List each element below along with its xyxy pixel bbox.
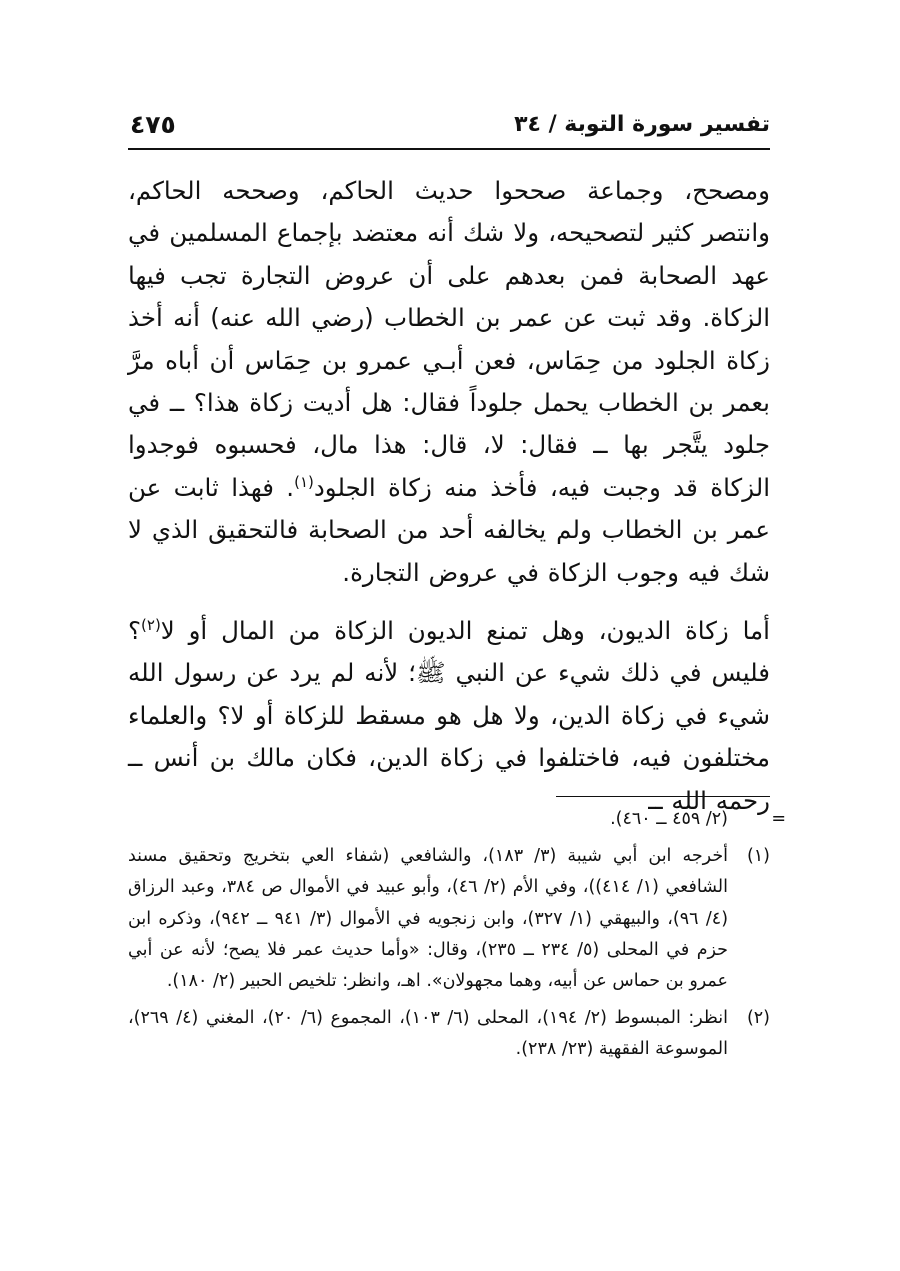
paragraph-text: أما زكاة الديون، وهل تمنع الديون الزكاة من المال أو لا <box>160 616 770 646</box>
book-page <box>128 108 786 1188</box>
paragraph-text: . فهذا ثابت عن عمر بن الخطاب ولم يخالفه أحد من الصحابة فالتحقيق الذي لا شك فيه وجوب الزكاة في عروض التجارة. <box>128 472 770 587</box>
footnote-1 <box>128 841 770 997</box>
footnote-text: (٢/ ٤٥٩ ــ ٤٦٠). <box>610 809 728 829</box>
footnote-number: (٢) <box>746 1008 770 1029</box>
footnote-reference: (١) <box>294 472 314 491</box>
paragraph-text: ومصحح، وجماعة صححوا حديث الحاكم، وصححه الحاكم، وانتصر كثير لتصحيحه، ولا شك أنه معتضد بإجماع المسلمين في عهد الصحابة فمن بعدهم على أن عروض التجارة تجب فيها الزكاة. وقد ثبت عن عمر بن الخطاب (رضي الله عنه) أنه أخذ زكاة الجلود من حِمَاس، فعن أبـي عمرو بن حِمَاس أن أباه مرَّ بعمر بن الخطاب يحمل جلوداً فقال: هل أديت زكاة هذا؟ ــ في جلود يتَّجر بها ــ فقال: لا، قال: هذا مال، فحسبوه فوجدوا الزكاة قد وجبت فيه، فأخذ منه زكاة الجلود <box>128 176 770 502</box>
footnote-text: انظر: المبسوط (٢/ ١٩٤)، المحلى (٦/ ١٠٣)، المجموع (٦/ ٢٠)، المغني (٤/ ٢٦٩)، الموسوعة الفقهية (٢٣/ ٢٣٨). <box>128 1008 728 1060</box>
footnote-continuation <box>128 804 786 835</box>
footnotes <box>128 804 786 1066</box>
running-title: تفسير سورة التوبة / ٣٤ <box>514 112 770 137</box>
footnote-2 <box>128 1003 770 1065</box>
paragraph-text: ؟ فليس في ذلك شيء عن النبي ﷺ؛ لأنه لم يرد عن رسول الله شيء في زكاة الدين، ولا هل هو مسقط للزكاة أو لا؟ والعلماء مختلفون فيه، فاختلفوا في زكاة الدين، فكان مالك بن أنس ــ رحمه الله ــ <box>128 616 770 815</box>
footnote-text: أخرجه ابن أبي شيبة (٣/ ١٨٣)، والشافعي (شفاء العي بتخريج وتحقيق مسند الشافعي (١/ ٤١٤))، وفي الأم (٢/ ٤٦)، وأبو عبيد في الأموال ص ٣٨٤، وعبد الرزاق (٤/ ٩٦)، والبيهقي (١/ ٣٢٧)، وابن زنجويه في الأموال (٣/ ٩٤١ ــ ٩٤٢)، وذكره ابن حزم في المحلى (٥/ ٢٣٤ ــ ٢٣٥)، وقال: «وأما حديث عمر فلا يصح؛ لأنه عن أبي عمرو بن حماس عن أبيه، وهما مجهولان». اهـ، وانظر: تلخيص الحبير (٢/ ١٨٠). <box>128 846 729 992</box>
continuation-mark: = <box>771 809 786 829</box>
main-text <box>128 170 770 822</box>
page-number: ٤٧٥ <box>130 110 176 139</box>
paragraph <box>128 170 770 594</box>
footnote-divider <box>556 796 770 797</box>
paragraph <box>128 610 770 822</box>
footnote-number: (١) <box>746 846 770 867</box>
footnote-reference: (٢) <box>141 615 161 634</box>
page-header <box>128 108 770 150</box>
